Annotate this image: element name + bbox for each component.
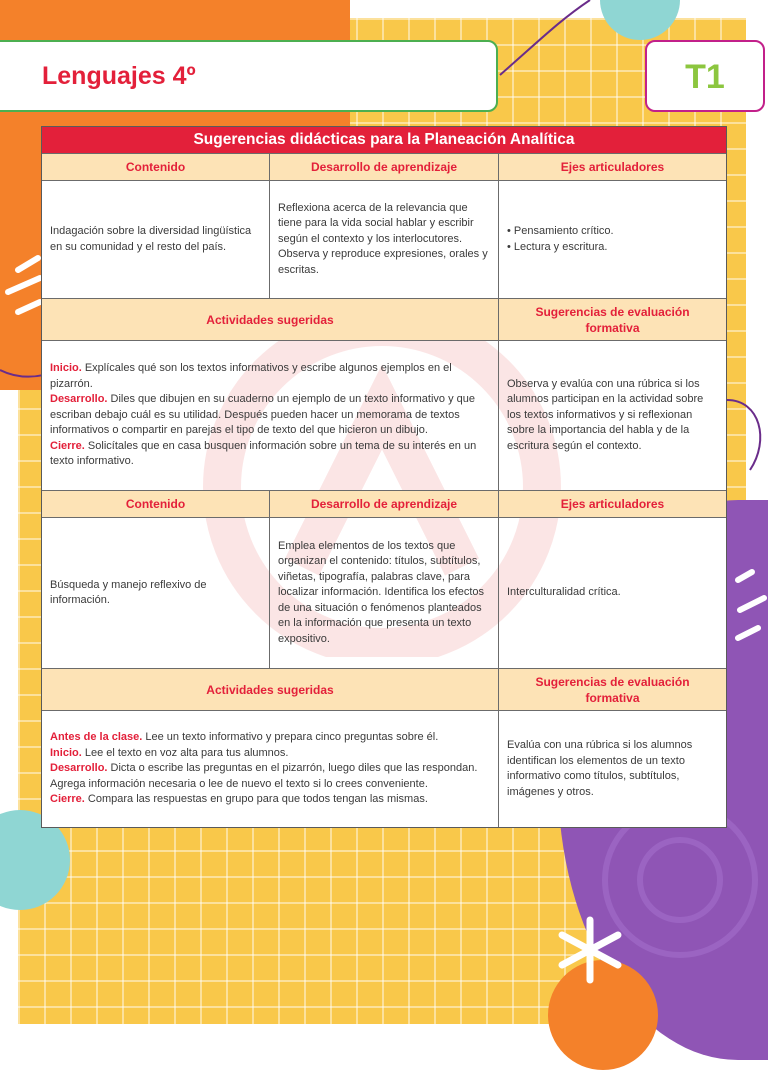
actividad-item: Desarrollo. Dicta o escribe las preguntas en el pizarrón, luego diles que las respondan. Agrega información necesaria o lee de nuevo el texto si lo crees conveniente. [50, 762, 478, 790]
header-desarrollo: Desarrollo de aprendizaje [270, 491, 499, 518]
ejes-cell [499, 181, 726, 299]
actividad-item: Antes de la clase. Lee un texto informativo y prepara cinco preguntas sobre él. [50, 731, 439, 744]
evaluacion-cell: Observa y evalúa con una rúbrica si los alumnos participan en la actividad sobre los textos informativos y si reflexionan sobre la importancia del habla y de la escritura según el contexto. [499, 341, 726, 491]
actividad-item: Desarrollo. Diles que dibujen en su cuaderno un ejemplo de un texto informativo y que escriban debajo cuál es su utilidad. Después pueden hacer un memorama de textos informativos o compartir en parejas el tipo de texto del que hicieron un dibujo. [50, 393, 475, 437]
header-contenido: Contenido [42, 154, 270, 181]
contenido-cell: Indagación sobre la diversidad lingüística en su comunidad y el resto del país. [42, 181, 270, 299]
desarrollo-cell: Emplea elementos de los textos que organizan el contenido: títulos, subtítulos, viñetas, tipografía, palabras clave, para localizar información. Identifica los efectos de una situación o fenómenos planteados en la información que presenta un texto expositivo. [270, 518, 499, 669]
eje-item: • Lectura y escritura. [507, 240, 614, 256]
eje-item: • Pensamiento crítico. [507, 224, 614, 240]
actividad-item: Cierre. Solicítales que en casa busquen información sobre un tema de su interés en un texto informativo. [50, 439, 477, 468]
actividades-cell [42, 341, 499, 491]
eje-item: Interculturalidad crítica. [507, 586, 621, 599]
header-contenido: Contenido [42, 491, 270, 518]
planning-table [41, 126, 727, 828]
desarrollo-cell: Reflexiona acerca de la relevancia que tiene para la vida social hablar y escribir según el contexto y los interlocutores. Observa y reproduce expresiones, orales y escritas. [270, 181, 499, 299]
ejes-cell [499, 518, 726, 669]
header-ejes: Ejes articuladores [499, 491, 726, 518]
table-title: Sugerencias didácticas para la Planeación Analítica [42, 127, 726, 154]
contenido-cell: Búsqueda y manejo reflexivo de información. [42, 518, 270, 669]
header-evaluacion: Sugerencias de evaluación formativa [499, 669, 726, 711]
header-actividades: Actividades sugeridas [42, 299, 499, 341]
header-actividades: Actividades sugeridas [42, 669, 499, 711]
header-ejes: Ejes articuladores [499, 154, 726, 181]
actividad-item: Cierre. Compara las respuestas en grupo para que todos tengan las mismas. [50, 793, 428, 806]
actividades-cell [42, 711, 499, 827]
topic-badge: T1 [645, 40, 765, 112]
evaluacion-cell: Evalúa con una rúbrica si los alumnos identifican los elementos de un texto informativo como títulos, subtítulos, imágenes y otros. [507, 739, 693, 798]
header-evaluacion: Sugerencias de evaluación formativa [499, 299, 726, 341]
page-title: Lenguajes 4º [42, 62, 196, 90]
actividad-item: Inicio. Explícales qué son los textos informativos y escribe algunos ejemplos en el pizarrón. [50, 362, 452, 390]
actividad-item: Inicio. Lee el texto en voz alta para tus alumnos. [50, 746, 289, 759]
header-desarrollo: Desarrollo de aprendizaje [270, 154, 499, 181]
